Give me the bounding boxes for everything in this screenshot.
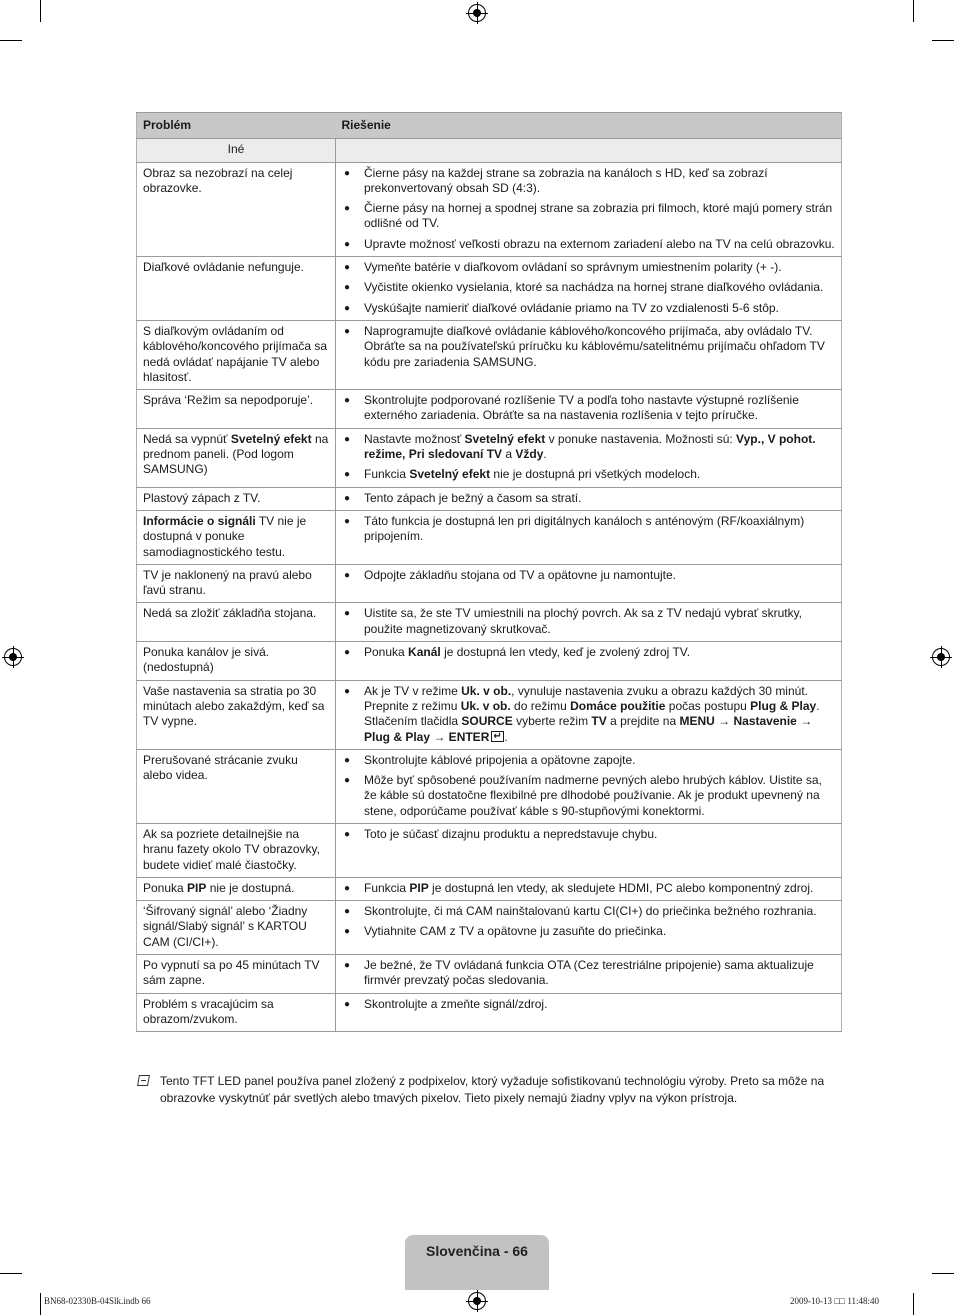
problem-cell: Obraz sa nezobrazí na celej obrazovke. bbox=[137, 162, 336, 256]
registration-mark-icon bbox=[468, 1292, 486, 1310]
solution-cell bbox=[336, 642, 842, 681]
table-row bbox=[137, 680, 842, 749]
solution-item: ● Nastavte možnosť Svetelný efekt v ponuke nastavenia. Možnosti sú: Vyp., V pohot. režime, Pri sledovaní TV a Vždy. bbox=[342, 432, 835, 463]
solution-cell bbox=[336, 901, 842, 955]
solution-item: ● Vymeňte batérie v diaľkovom ovládaní so správnym umiestnením polarity (+ -). bbox=[342, 260, 835, 275]
problem-cell: Nedá sa vypnúť Svetelný efekt na prednom paneli. (Pod logom SAMSUNG) bbox=[137, 428, 336, 487]
solution-cell bbox=[336, 390, 842, 429]
note-text: Tento TFT LED panel používa panel zložený z podpixelov, ktorý vyžaduje sofistikovanú technológiu výroby. Preto sa môže na obrazovke vyskytnúť pár svetlých alebo tmavých pixelov. Tieto pixely nemajú žiadny vplyv na výkon prístroja. bbox=[160, 1074, 825, 1105]
table-header-row bbox=[137, 113, 842, 139]
problem-cell: Informácie o signáli TV nie je dostupná v ponuke samodiagnostického testu. bbox=[137, 510, 336, 564]
problem-cell: Diaľkové ovládanie nefunguje. bbox=[137, 257, 336, 321]
solution-cell bbox=[336, 955, 842, 994]
solution-item: ● Funkcia Svetelný efekt nie je dostupná pri všetkých modeloch. bbox=[342, 467, 835, 482]
solution-item: ● Funkcia PIP je dostupná len vtedy, ak sledujete HDMI, PC alebo komponentný zdroj. bbox=[342, 881, 835, 896]
table-row bbox=[137, 162, 842, 256]
problem-cell: Ponuka PIP nie je dostupná. bbox=[137, 877, 336, 900]
problem-cell: Ak sa pozriete detailnejšie na hranu fazety okolo TV obrazovky, budete vidieť malé čiastočky. bbox=[137, 823, 336, 877]
table-row bbox=[137, 749, 842, 823]
solution-item: ● Ak je TV v režime Uk. v ob., vynuluje nastavenia zvuku a obrazu každých 30 minút. Prepnite z režimu Uk. v ob. do režimu Domáce použitie počas postupu Plug & Play. Stlačením tlačidla SOURCE vyberte režim TV a prejdite na MENU → Nastavenie → Plug & Play → ENTER↵ . bbox=[342, 684, 835, 745]
solution-cell bbox=[336, 510, 842, 564]
problem-cell: Vaše nastavenia sa stratia po 30 minútach alebo zakaždým, keď sa TV vypne. bbox=[137, 680, 336, 749]
crop-mark bbox=[0, 1273, 22, 1274]
crop-mark bbox=[932, 1273, 954, 1274]
table-row bbox=[137, 428, 842, 487]
table-row bbox=[137, 955, 842, 994]
table-row bbox=[137, 564, 842, 603]
crop-mark bbox=[0, 40, 22, 41]
crop-mark bbox=[913, 1293, 914, 1315]
problem-cell: Prerušované strácanie zvuku alebo videa. bbox=[137, 749, 336, 823]
page-number-tab bbox=[405, 1235, 549, 1290]
solution-item: ● Je bežné, že TV ovládaná funkcia OTA (Cez terestriálne pripojenie) sama aktualizuje firmvér prevzatý počas sledovania. bbox=[342, 958, 835, 989]
table-row bbox=[137, 823, 842, 877]
solution-item: ● Vyčistite okienko vysielania, ktoré sa nachádza na hornej strane diaľkového ovládania. bbox=[342, 280, 835, 295]
solution-cell bbox=[336, 603, 842, 642]
page-label: Slovenčina - 66 bbox=[426, 1243, 528, 1259]
solution-item: ● Upravte možnosť veľkosti obrazu na externom zariadení alebo na TV na celú obrazovku. bbox=[342, 237, 835, 252]
solution-cell bbox=[336, 428, 842, 487]
solution-cell bbox=[336, 257, 842, 321]
solution-cell bbox=[336, 680, 842, 749]
problem-cell: Problém s vracajúcim sa obrazom/zvukom. bbox=[137, 993, 336, 1032]
solution-cell bbox=[336, 162, 842, 256]
solution-item: ● Čierne pásy na každej strane sa zobrazia na kanáloch s HD, keď sa zobrazí prekonvertovaný obsah SD (4:3). bbox=[342, 166, 835, 197]
solution-cell bbox=[336, 564, 842, 603]
enter-icon bbox=[491, 731, 504, 742]
problem-cell: Po vypnutí sa po 45 minútach TV sám zapne. bbox=[137, 955, 336, 994]
solution-cell bbox=[336, 749, 842, 823]
registration-mark-icon bbox=[932, 648, 950, 666]
solution-item: ● Ponuka Kanál je dostupná len vtedy, keď je zvolený zdroj TV. bbox=[342, 645, 835, 660]
note-icon bbox=[137, 1075, 150, 1086]
table-row bbox=[137, 877, 842, 900]
problem-cell: Správa ‘Režim sa nepodporuje’. bbox=[137, 390, 336, 429]
crop-mark bbox=[40, 1293, 41, 1315]
solution-item: ● Tento zápach je bežný a časom sa stratí. bbox=[342, 491, 835, 506]
registration-mark-icon bbox=[4, 648, 22, 666]
solution-item: ● Môže byť spôsobené používaním nadmerne pevných alebo hrubých káblov. Uistite sa, že káble sú dostatočne flexibilné pre dlhodobé používanie. Ak je produkt upevnený na stene, odporúčame používať káble s 90-stupňovými konektormi. bbox=[342, 773, 835, 819]
problem-cell: ‘Šifrovaný signál’ alebo ‘Žiadny signál/Slabý signál’ s KARTOU CAM (CI/CI+). bbox=[137, 901, 336, 955]
solution-item: ● Naprogramujte diaľkové ovládanie káblového/koncového prijímača, aby ovládalo TV. Obráťte sa na používateľskú príručku ku káblovému/satelitnému prijímaču ohľadom TV kódu pre zariadenia SAMSUNG. bbox=[342, 324, 835, 370]
solution-cell bbox=[336, 320, 842, 389]
problem-cell: TV je naklonený na pravú alebo ľavú stranu. bbox=[137, 564, 336, 603]
section-label: Iné bbox=[137, 139, 336, 162]
problem-cell: Nedá sa zložiť základňa stojana. bbox=[137, 603, 336, 642]
solution-item: ● Vytiahnite CAM z TV a opätovne ju zasuňte do priečinka. bbox=[342, 924, 835, 939]
problem-cell: S diaľkovým ovládaním od káblového/koncového prijímača sa nedá ovládať napájanie TV alebo hlasitosť. bbox=[137, 320, 336, 389]
table-row bbox=[137, 993, 842, 1032]
section-row bbox=[137, 139, 842, 162]
solution-item: ● Skontrolujte a zmeňte signál/zdroj. bbox=[342, 997, 835, 1012]
crop-mark bbox=[932, 40, 954, 41]
column-header-problem: Problém bbox=[137, 113, 336, 139]
note-block bbox=[138, 1073, 842, 1106]
table-row bbox=[137, 487, 842, 510]
troubleshooting-table bbox=[136, 112, 842, 1032]
table-row bbox=[137, 901, 842, 955]
solution-item: ● Skontrolujte káblové pripojenia a opätovne zapojte. bbox=[342, 753, 835, 768]
table-row bbox=[137, 320, 842, 389]
solution-item: ● Skontrolujte podporované rozlíšenie TV a podľa toho nastavte výstupné rozlíšenie externého zariadenia. Obráťte sa na nastavenia rozlíšenia v tejto príručke. bbox=[342, 393, 835, 424]
solution-item: ● Odpojte základňu stojana od TV a opätovne ju namontujte. bbox=[342, 568, 835, 583]
solution-cell bbox=[336, 993, 842, 1032]
registration-mark-icon bbox=[468, 4, 486, 22]
solution-item: ● Čierne pásy na hornej a spodnej strane sa zobrazia pri filmoch, ktoré majú pomery strán odlišné od TV. bbox=[342, 201, 835, 232]
table-row bbox=[137, 257, 842, 321]
solution-cell bbox=[336, 877, 842, 900]
solution-item: ● Toto je súčasť dizajnu produktu a nepredstavuje chybu. bbox=[342, 827, 835, 842]
solution-item: ● Táto funkcia je dostupná len pri digitálnych kanáloch s anténovým (RF/koaxiálnym) pripojením. bbox=[342, 514, 835, 545]
table-row bbox=[137, 390, 842, 429]
solution-cell bbox=[336, 823, 842, 877]
problem-cell: Plastový zápach z TV. bbox=[137, 487, 336, 510]
crop-mark bbox=[913, 0, 914, 22]
imprint-file: BN68-02330B-04Slk.indb 66 bbox=[44, 1296, 151, 1306]
column-header-solution: Riešenie bbox=[336, 113, 842, 139]
solution-item: ● Uistite sa, že ste TV umiestnili na plochý povrch. Ak sa z TV nedajú vybrať skrutky, použite magnetizovaný skrutkovač. bbox=[342, 606, 835, 637]
table-row bbox=[137, 603, 842, 642]
solution-item: ● Skontrolujte, či má CAM nainštalovanú kartu CI(CI+) do priečinka bežného rozhrania. bbox=[342, 904, 835, 919]
section-empty-cell bbox=[336, 139, 842, 162]
imprint-date: 2009-10-13 □□ 11:48:40 bbox=[790, 1296, 880, 1306]
table-row bbox=[137, 510, 842, 564]
problem-cell: Ponuka kanálov je sivá. (nedostupná) bbox=[137, 642, 336, 681]
solution-cell bbox=[336, 487, 842, 510]
crop-mark bbox=[40, 0, 41, 22]
solution-item: ● Vyskúšajte namieriť diaľkové ovládanie priamo na TV zo vzdialenosti 5-6 stôp. bbox=[342, 301, 835, 316]
table-row bbox=[137, 642, 842, 681]
